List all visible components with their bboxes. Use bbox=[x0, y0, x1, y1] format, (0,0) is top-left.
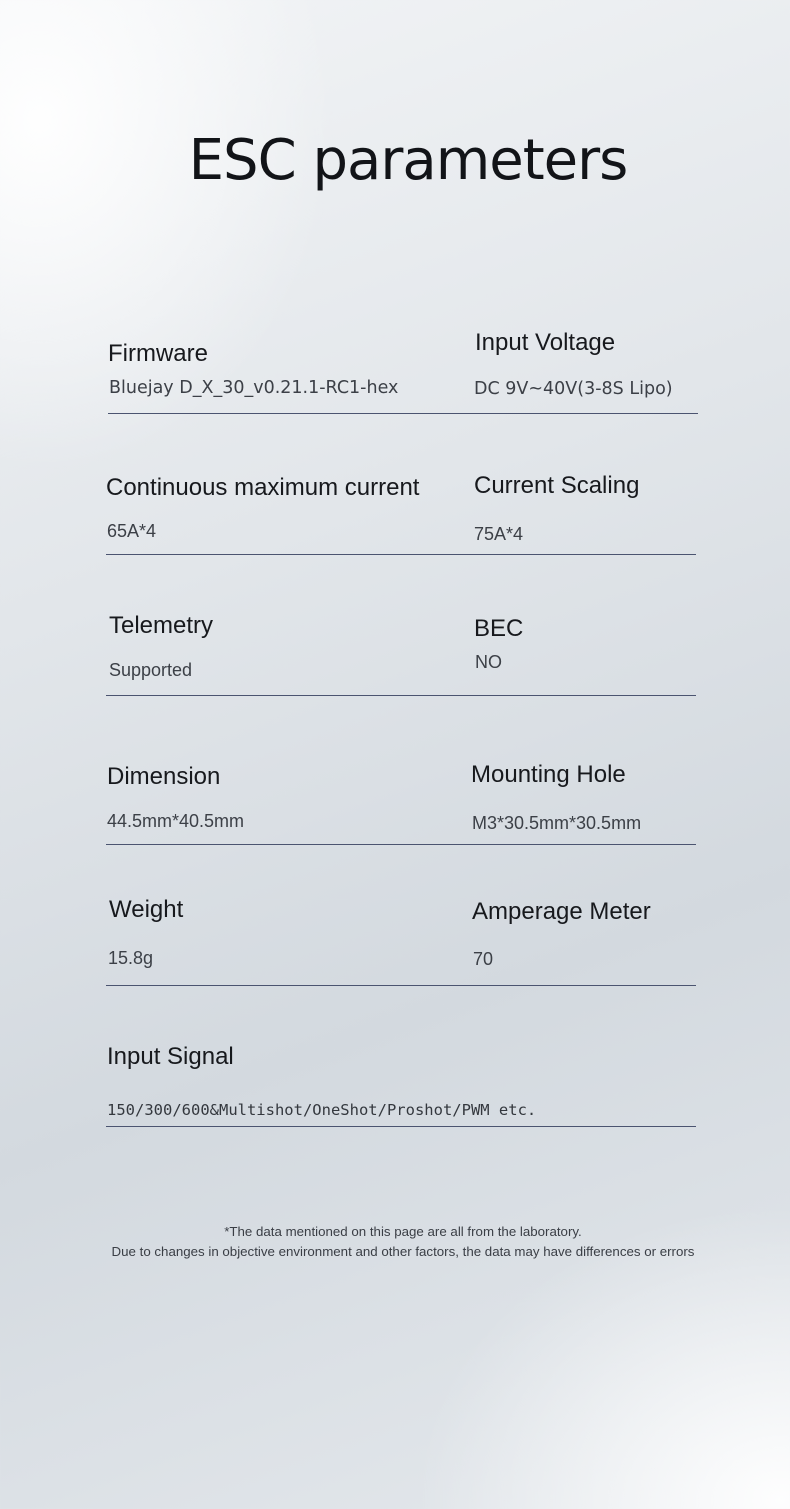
amperage-meter-label: Amperage Meter bbox=[472, 898, 651, 925]
row-divider bbox=[108, 413, 698, 414]
dimension-value: 44.5mm*40.5mm bbox=[107, 811, 245, 831]
weight-value: 15.8g bbox=[108, 948, 154, 968]
dimension-label: Dimension bbox=[107, 763, 221, 790]
current-scaling-label: Current Scaling bbox=[474, 472, 640, 499]
input-voltage-value: DC 9V~40V(3-8S Lipo) bbox=[474, 379, 673, 399]
current-scaling-value: 75A*4 bbox=[474, 524, 524, 544]
page-title: ESC parameters bbox=[188, 128, 628, 193]
mounting-hole-value: M3*30.5mm*30.5mm bbox=[472, 813, 642, 833]
input-signal-label: Input Signal bbox=[107, 1043, 234, 1070]
input-signal-value: 150/300/600&Multishot/OneShot/Proshot/PWM etc. bbox=[107, 1101, 537, 1119]
footnote-line-2: Due to changes in objective environment and other factors, the data may have differences or errors bbox=[111, 1244, 695, 1259]
firmware-label: Firmware bbox=[108, 340, 208, 367]
row-divider bbox=[106, 1126, 696, 1127]
telemetry-value: Supported bbox=[109, 660, 193, 680]
amperage-meter-value: 70 bbox=[473, 949, 494, 969]
mounting-hole-label: Mounting Hole bbox=[471, 761, 626, 788]
telemetry-label: Telemetry bbox=[109, 612, 214, 639]
weight-label: Weight bbox=[109, 896, 184, 923]
row-divider bbox=[106, 554, 696, 555]
firmware-value: Bluejay D_X_30_v0.21.1-RC1-hex bbox=[109, 378, 399, 398]
bec-value: NO bbox=[475, 652, 502, 672]
row-divider bbox=[106, 844, 696, 845]
bec-label: BEC bbox=[474, 615, 524, 642]
continuous-current-label: Continuous maximum current bbox=[106, 474, 420, 501]
input-voltage-label: Input Voltage bbox=[475, 329, 616, 356]
row-divider bbox=[106, 695, 696, 696]
continuous-current-value: 65A*4 bbox=[107, 521, 157, 541]
footnote-line-1: *The data mentioned on this page are all from the laboratory. bbox=[224, 1224, 582, 1239]
row-divider bbox=[106, 985, 696, 986]
